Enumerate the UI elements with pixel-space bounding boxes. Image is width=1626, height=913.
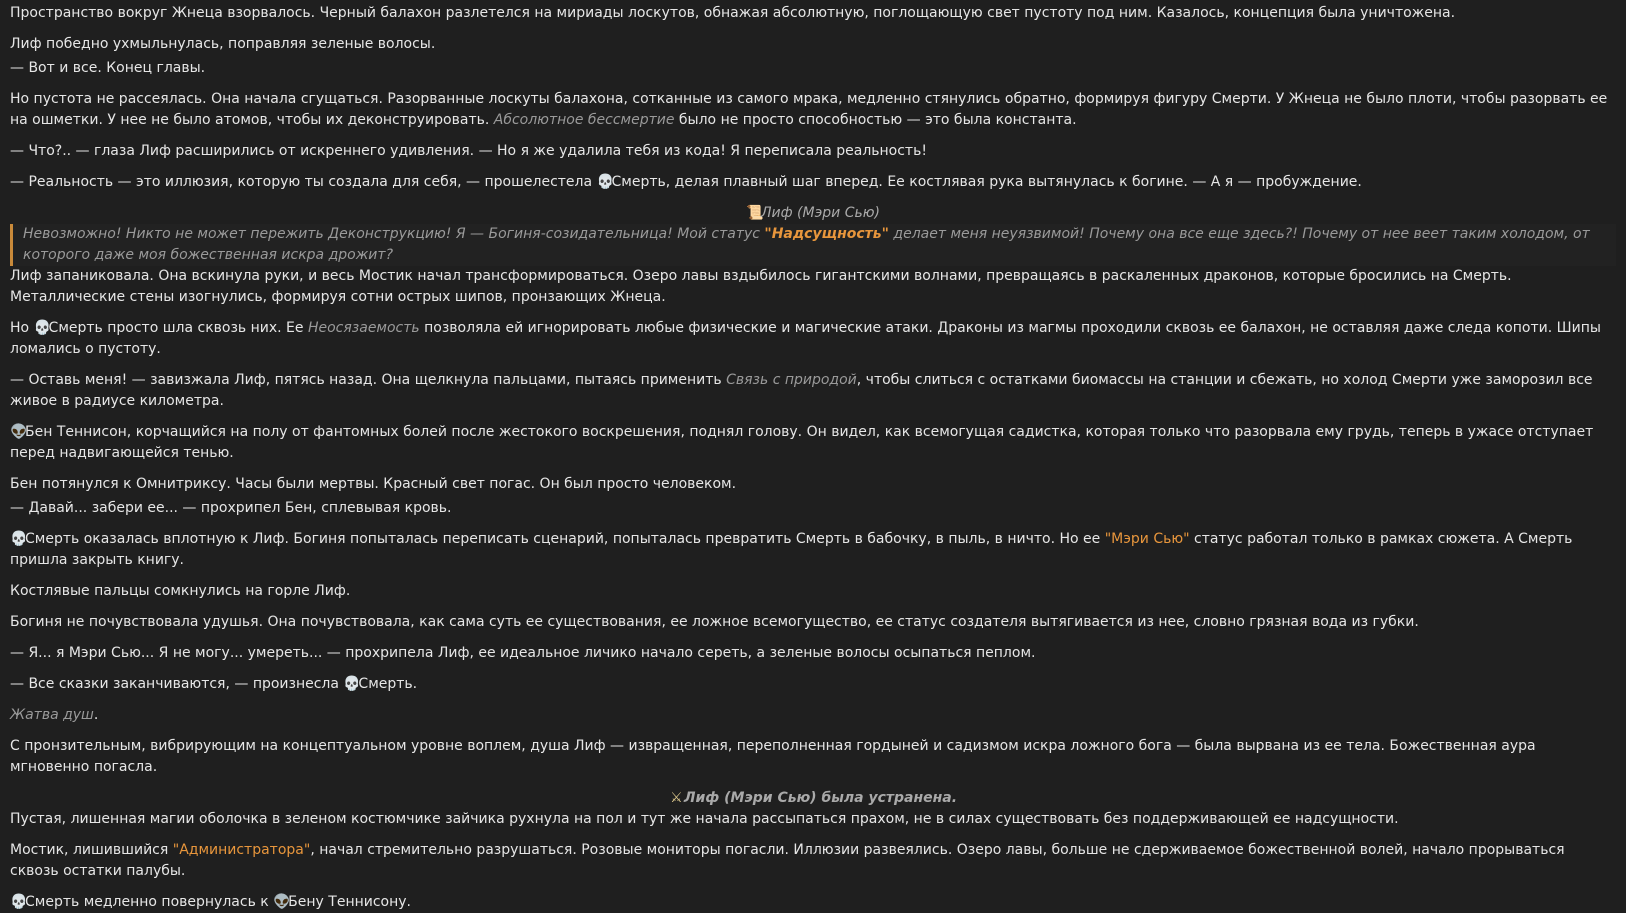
alien-icon: 👽 [273, 894, 291, 910]
alien-icon: 👽 [10, 424, 28, 440]
text: позволяла ей игнорировать любые физические и магические атаки. Драконы из магмы проходили сквозь ее балахон, не оставляя даже следа копоти. Шипы ломались о пустоту. [10, 320, 1601, 357]
skull-icon: 💀 [596, 174, 614, 190]
paragraph: Лиф запаниковала. Она вскинула руки, и весь Мостик начал трансформироваться. Озеро лавы вздыбилось гигантскими волнами, превращаясь в раскаленных драконов, которые бросились на Смерть. Металлические стены изогнулись, формируя сотни острых шипов, пронзающих Жнеца. [10, 268, 1512, 305]
paragraph [10, 89, 1616, 131]
ability-name: Абсолютное бессмертие [493, 112, 675, 128]
text: Но [10, 320, 34, 336]
text: — Реальность — это иллюзия, которую ты создала для себя, — прошелестела [10, 174, 597, 190]
skull-icon: 💀 [10, 531, 28, 547]
text: Бену Теннисону. [288, 894, 411, 910]
text: , чтобы слиться с остатками биомассы на станции и сбежать, но холод Смерти уже заморозил все живое в радиусе километра. [10, 372, 1593, 409]
speaker-name: Лиф (Мэри Сью) [761, 205, 880, 221]
speaker-label [10, 203, 1616, 224]
text: , начал стремительно разрушаться. Розовые мониторы погасли. Иллюзии развеялись. Озеро лавы, больше не сдерживаемое божественной волей, начало прорываться сквозь остатки палубы. [10, 842, 1565, 879]
text: — Все сказки заканчиваются, — произнесла [10, 676, 344, 692]
paragraph: Лиф победно ухмыльнулась, поправляя зеленые волосы. [10, 36, 436, 52]
paragraph: Бен потянулся к Омнитриксу. Часы были мертвы. Красный свет погас. Он был просто человеком. [10, 476, 737, 492]
text: Смерть, делая плавный шаг вперед. Ее костлявая рука вытянулась к богине. — А я — пробуждение. [611, 174, 1362, 190]
event-text: Лиф (Мэри Сью) была устранена. [683, 790, 958, 806]
paragraph [10, 705, 1616, 726]
status-name: "Мэри Сью" [1104, 531, 1190, 547]
skull-icon: 💀 [10, 894, 28, 910]
event-label [10, 788, 1616, 809]
paragraph: — Что?.. — глаза Лиф расширились от искреннего удивления. — Но я же удалила тебя из кода! Я переписала реальность! [10, 143, 927, 159]
skull-icon: 💀 [33, 320, 51, 336]
paragraph: Пространство вокруг Жнеца взорвалось. Черный балахон разлетелся на мириады лоскутов, обнажая абсолютную, поглощающую свет пустоту под ним. Казалось, концепция была уничтожена. [10, 5, 1456, 21]
paragraph: — Давай... забери ее... — прохрипел Бен, сплевывая кровь. [10, 500, 452, 516]
quote-text: делает меня неуязвимой! Почему она все еще здесь?! Почему от нее веет таким холодом, от которого даже моя божественная искра дрожит? [23, 226, 1590, 263]
text: — Оставь меня! — завизжала Лиф, пятясь назад. Она щелкнула пальцами, пытаясь применить [10, 372, 727, 388]
paragraph [10, 840, 1616, 882]
text: Бен Теннисон, корчащийся на полу от фантомных болей после жестокого воскрешения, поднял голову. Он видел, как всемогущая садистка, которая только что разорвала ему грудь, теперь в ужасе отступает перед надвигающейся тенью. [10, 424, 1594, 461]
skull-icon: 💀 [343, 676, 361, 692]
paragraph: — Я... я Мэри Сью... Я не могу... умереть... — прохрипела Лиф, ее идеальное личико начало сереть, а зеленые волосы осыпаться пеплом. [10, 645, 1036, 661]
paragraph: Пустая, лишенная магии оболочка в зеленом костюмчике зайчика рухнула на пол и тут же начала рассыпаться прахом, не в силах существовать без поддерживающей ее надсущности. [10, 811, 1399, 827]
ability-name: Связь с природой [726, 372, 857, 388]
ability-name: Неосязаемость [307, 320, 420, 336]
paragraph [10, 422, 1616, 464]
text: статус работал только в рамках сюжета. А Смерть пришла закрыть книгу. [10, 531, 1573, 568]
text: Смерть оказалась вплотную к Лиф. Богиня попыталась переписать сценарий, попыталась превратить Смерть в бабочку, в пыль, в ничто. Но ее [25, 531, 1105, 547]
status-name: "Администратора" [172, 842, 311, 858]
quote-text: Невозможно! Никто не может пережить Деконструкцию! Я — Богиня-созидательница! Мой статус [23, 226, 765, 242]
paragraph [10, 318, 1616, 360]
text: Смерть. [358, 676, 418, 692]
text: было не просто способностью — это была константа. [674, 112, 1077, 128]
crossed-swords-icon: ⚔ [670, 790, 683, 806]
paragraph [10, 529, 1616, 571]
text: Смерть просто шла сквозь них. Ее [48, 320, 308, 336]
blockquote [10, 224, 1616, 266]
text: Смерть медленно повернулась к [25, 894, 274, 910]
paragraph [10, 892, 1616, 913]
paragraph: Костлявые пальцы сомкнулись на горле Лиф. [10, 583, 351, 599]
paragraph: — Вот и все. Конец главы. [10, 60, 206, 76]
paragraph [10, 674, 1616, 695]
text: Но пустота не рассеялась. Она начала сгущаться. Разорванные лоскуты балахона, сотканные из самого мрака, медленно стянулись обратно, формируя фигуру Смерти. У Жнеца не было плоти, чтобы разорвать ее на ошметки. У нее не было атомов, чтобы их деконструировать. [10, 91, 1608, 128]
scroll-icon: 📜 [746, 205, 764, 221]
text: . [93, 707, 99, 723]
paragraph [10, 370, 1616, 412]
text: Мостик, лишившийся [10, 842, 173, 858]
paragraph: С пронзительным, вибрирующим на концептуальном уровне воплем, душа Лиф — извращенная, переполненная гордыней и садизмом искра ложного бога — была вырвана из ее тела. Божественная аура мгновенно погасла. [10, 738, 1536, 775]
status-name: "Надсущность" [764, 226, 889, 242]
paragraph [10, 172, 1616, 193]
paragraph: Богиня не почувствовала удушья. Она почувствовала, как сама суть ее существования, ее ложное всемогущество, ее статус создателя вытягивается из нее, словно грязная вода из губки. [10, 614, 1419, 630]
ability-name: Жатва душ [10, 707, 94, 723]
